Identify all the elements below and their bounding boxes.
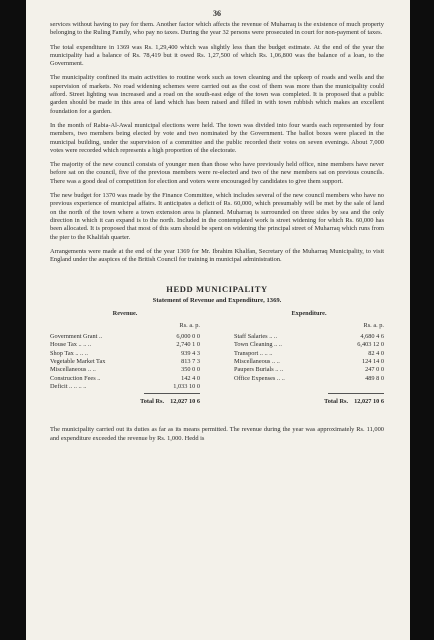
expenditure-total-value: 12,027 10 6 bbox=[354, 398, 384, 406]
revenue-amount: 813 7 3 bbox=[181, 357, 200, 365]
statement-subtitle: Statement of Revenue and Expenditure, 1369. bbox=[152, 297, 282, 305]
revenue-row bbox=[50, 341, 200, 349]
revenue-heading: Revenue. bbox=[112, 310, 138, 318]
expenditure-row bbox=[234, 375, 384, 383]
expenditure-label: Miscellaneous .. .. bbox=[234, 357, 280, 365]
expenditure-row bbox=[234, 366, 384, 374]
revenue-label: Construction Fees .. bbox=[50, 374, 101, 382]
expenditure-total-label: Total Rs. bbox=[324, 398, 349, 406]
paragraph-arrangements: Arrangements were made at the end of the year 1369 for Mr. Ibrahim Khalfan, Secretary of the Muharraq Municipality, to visit England under the auspices of the British Council for training in municipal administration. bbox=[50, 247, 384, 264]
expenditure-column bbox=[234, 310, 384, 406]
revenue-amount: 1,033 10 0 bbox=[173, 382, 200, 390]
expenditure-total-row bbox=[234, 398, 384, 406]
expenditure-heading: Expenditure. bbox=[291, 310, 327, 318]
statement-title: HEDD MUNICIPALITY bbox=[166, 284, 268, 295]
revenue-amount: 939 4 3 bbox=[181, 349, 200, 357]
document-page bbox=[26, 0, 410, 640]
revenue-amount: 142 4 0 bbox=[181, 374, 200, 382]
expenditure-label: Office Expenses .. .. bbox=[234, 374, 285, 382]
revenue-total-label: Total Rs. bbox=[140, 398, 165, 406]
revenue-label: Miscellaneous .. .. bbox=[50, 366, 96, 374]
expenditure-amount: 247 0 0 bbox=[365, 366, 384, 374]
revenue-row bbox=[50, 366, 200, 374]
paragraph-budget: The new budget for 1370 was made by the Finance Committee, which includes several of the new council members who have no previous experience of municipal affairs. It anticipates a deficit of Rs. 60,000, which presumably will be met by the sale of land on the north of the town where a town extension area is planned. Muharraq is surrounded on three sides by sea and the only direction in which it can expand is to the north. Included in the contemplated work is street widening for which Rs. 60,000 has been allocated. It is proposed that most of this sum should be spent on widening the principal street of Muharraq which runs from the pier to the Khalifah quarter. bbox=[50, 192, 384, 241]
expenditure-row bbox=[234, 358, 384, 366]
expenditure-spacer-row bbox=[234, 383, 384, 391]
expenditure-amount: 6,403 12 0 bbox=[357, 341, 384, 349]
expenditure-total-rule bbox=[328, 393, 384, 394]
revenue-row bbox=[50, 383, 200, 391]
paragraph-new-council: The majority of the new council consists of younger men than those who have previously held office, nine members have never before sat on the council, five of the previous members were re-elected and two of the new members sat on previous councils. There was a good deal of competition for election and voters were encouraged by candidates to give them support. bbox=[50, 161, 384, 185]
revenue-label: Government Grant .. bbox=[50, 333, 103, 341]
paragraph-hedd-summary: The municipality carried out its duties as far as its means permitted. The revenue during the year was approximately Rs. 11,000 and expenditure exceeded the revenue by Rs. 1,000. Hedd is bbox=[50, 426, 384, 442]
paragraph-expenditure: The total expenditure in 1369 was Rs. 1,29,400 which was slightly less than the budget estimate. At the end of the year the municipality had a balance of Rs. 78,419 but it owed Rs. 1,27,500 of which Rs. 1,06,800 was the balance of a loan, to the Government. bbox=[50, 43, 384, 68]
expenditure-label: Town Cleaning .. .. bbox=[234, 341, 283, 349]
expenditure-row bbox=[234, 341, 384, 349]
revenue-total-value: 12,027 10 6 bbox=[170, 398, 200, 406]
paragraph-elections: In the month of Rabia-Al-Awal municipal elections were held. The town was divided into four wards each represented by four members, two members being elected by vote and two nominated by the Government. The ballot boxes were placed in the municipal building, under the supervision of a committee and the public recorded their votes on seven evenings. About 7,000 votes were recorded which represents a high proportion of the electorate. bbox=[50, 121, 384, 154]
revenue-units: Rs. a. p. bbox=[179, 321, 200, 329]
revenue-expenditure-table bbox=[50, 310, 384, 406]
revenue-row bbox=[50, 375, 200, 383]
revenue-label: Deficit .. .. .. .. bbox=[50, 382, 87, 390]
revenue-column bbox=[50, 310, 200, 406]
revenue-amount: 2,740 1 0 bbox=[176, 341, 200, 349]
revenue-amount: 6,000 0 0 bbox=[176, 333, 200, 341]
expenditure-label: Paupers Burials .. .. bbox=[234, 366, 284, 374]
expenditure-label: Staff Salaries .. .. bbox=[234, 333, 278, 341]
revenue-label: House Tax .. .. .. bbox=[50, 341, 92, 349]
revenue-label: Vegetable Market Tax bbox=[50, 357, 106, 365]
revenue-amount: 350 0 0 bbox=[181, 366, 200, 374]
expenditure-amount: 4,680 4 6 bbox=[360, 333, 384, 341]
expenditure-amount: 489 8 0 bbox=[365, 374, 384, 382]
paragraph-taxes: services without having to pay for them. Another factor which affects the revenue of Muharraq is the existence of much property belonging to the Ruling Family, who pay no taxes. During the year 32 persons were prosecuted in court for non-payment of taxes. bbox=[50, 21, 384, 37]
expenditure-amount: 82 4 0 bbox=[368, 349, 384, 357]
revenue-row bbox=[50, 350, 200, 358]
expenditure-row bbox=[234, 333, 384, 341]
revenue-total-row bbox=[50, 398, 200, 406]
revenue-row bbox=[50, 358, 200, 366]
expenditure-amount: 124 14 0 bbox=[361, 357, 384, 365]
page-number: 36 bbox=[213, 9, 221, 18]
paragraph-activities: The municipality confined its main activities to routine work such as town cleaning and the upkeep of roads and wells and the supervision of markets. No road widening schemes were carried out as the cost of them was more than the municipality could afford. Street lighting was increased and a road on the south-east edge of the town was completed. It is proposed that a public garden should be made in this area of land which has been raised and filled in with town rubbish which makes an excellent foundation for a garden. bbox=[50, 74, 384, 115]
revenue-label: Shop Tax .. .. .. bbox=[50, 349, 88, 357]
expenditure-label: Transport .. .. .. bbox=[234, 349, 273, 357]
expenditure-row bbox=[234, 350, 384, 358]
revenue-total-rule bbox=[144, 393, 200, 394]
revenue-row bbox=[50, 333, 200, 341]
expenditure-units: Rs. a. p. bbox=[363, 321, 384, 329]
